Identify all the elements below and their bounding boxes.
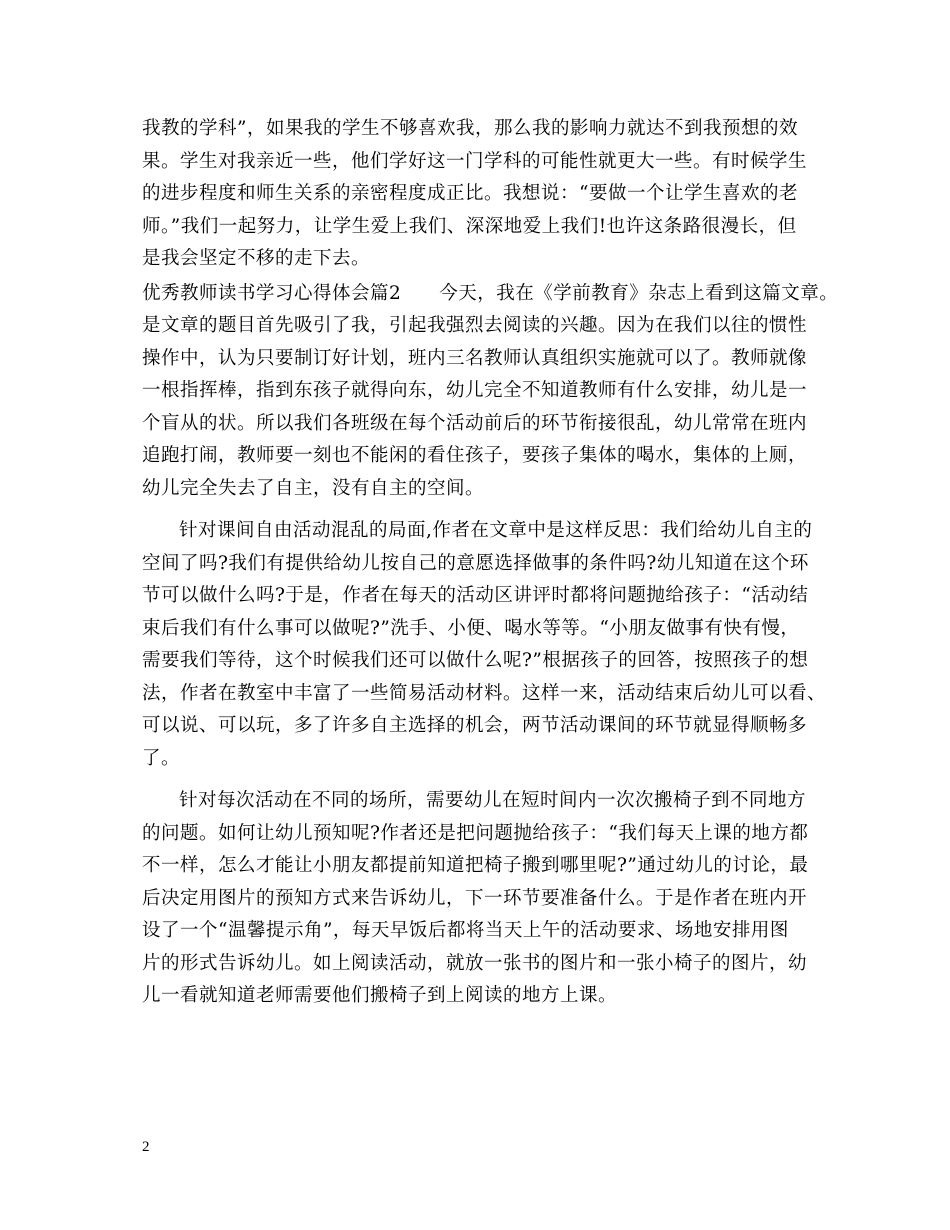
text-line: 个盲从的状。所以我们各班级在每个活动前后的环节衔接很乱，幼儿常常在班内 — [142, 412, 808, 434]
text-line: 了。 — [142, 747, 181, 769]
text-line: 是文章的题目首先吸引了我，引起我强烈去阅读的兴趣。因为在我们以往的惯性 — [142, 315, 808, 336]
text-line: 束后我们有什么事可以做呢?”洗手、小便、喝水等等。“小朋友做事有快有慢， — [142, 617, 800, 639]
page-number: 2 — [142, 1139, 150, 1155]
text-line: 的进步程度和师生关系的亲密程度成正比。我想说：“要做一个让学生喜欢的老 — [142, 183, 798, 204]
text-line: 幼儿完全失去了自主，没有自主的空间。 — [142, 477, 485, 499]
text-line: 果。学生对我亲近一些，他们学好这一门学科的可能性就更大一些。有时候学生 — [142, 150, 808, 172]
text-line: 追跑打闹，教师要一刻也不能闲的看住孩子，要孩子集体的喝水，集体的上厕， — [142, 445, 808, 466]
text-line: 一根指挥棒，指到东孩子就得向东，幼儿完全不知道教师有什么安排，幼儿是一 — [142, 380, 808, 401]
text-line: 不一样，怎么才能让小朋友都提前知道把椅子搬到哪里呢?”通过幼儿的讨论，最 — [142, 855, 809, 876]
text-line: 设了一个“温馨提示角”，每天早饭后都将当天上午的活动要求、场地安排用图 — [142, 920, 789, 941]
paragraph-4 — [142, 785, 827, 1013]
text-line: 师。”我们一起努力，让学生爱上我们、深深地爱上我们!也许这条路很漫长，但 — [142, 215, 797, 237]
paragraph-1 — [142, 113, 827, 276]
text-line: 针对每次活动在不同的场所，需要幼儿在短时间内一次次搬椅子到不同地方 — [179, 790, 807, 811]
document-body — [142, 113, 839, 1013]
section-heading-line: 优秀教师读书学习心得体会篇2 今天，我在《学前教育》杂志上看到这篇文章。 — [142, 282, 839, 304]
text-line: 片的形式告诉幼儿。如上阅读活动，就放一张书的图片和一张小椅子的图片，幼 — [142, 952, 808, 974]
text-line: 可以说、可以玩，多了许多自主选择的机会，两节活动课间的环节就显得顺畅多 — [142, 715, 808, 736]
text-line: 节可以做什么吗?于是，作者在每天的活动区讲评时都将问题抛给孩子：“活动结 — [142, 585, 809, 606]
text-line: 儿一看就知道老师需要他们搬椅子到上阅读的地方上课。 — [142, 985, 618, 1006]
text-line: 需要我们等待，这个时候我们还可以做什么呢?”根据孩子的回答，按照孩子的想 — [142, 650, 809, 671]
text-line: 后决定用图片的预知方式来告诉幼儿，下一环节要准备什么。于是作者在班内开 — [142, 887, 808, 909]
paragraph-3 — [142, 515, 827, 775]
text-line: 操作中，认为只要制订好计划，班内三名教师认真组织实施就可以了。教师就像 — [142, 347, 808, 369]
paragraph-gap — [142, 505, 827, 515]
text-line: 的问题。如何让幼儿预知呢?作者还是把问题抛给孩子：“我们每天上课的地方都 — [142, 822, 809, 844]
text-line: 是我会坚定不移的走下去。 — [142, 248, 371, 269]
text-line: 空间了吗?我们有提供给幼儿按自己的意愿选择做事的条件吗?幼儿知道在这个环 — [142, 552, 809, 574]
text-line: 法，作者在教室中丰富了一些简易活动材料。这样一来，活动结束后幼儿可以看、 — [142, 682, 827, 704]
paragraph-2 — [142, 278, 839, 506]
text-line: 我教的学科”，如果我的学生不够喜欢我，那么我的影响力就达不到我预想的效 — [142, 118, 798, 139]
paragraph-gap — [142, 775, 827, 785]
text-line: 针对课间自由活动混乱的局面,作者在文章中是这样反思：我们给幼儿自主的 — [179, 520, 813, 541]
